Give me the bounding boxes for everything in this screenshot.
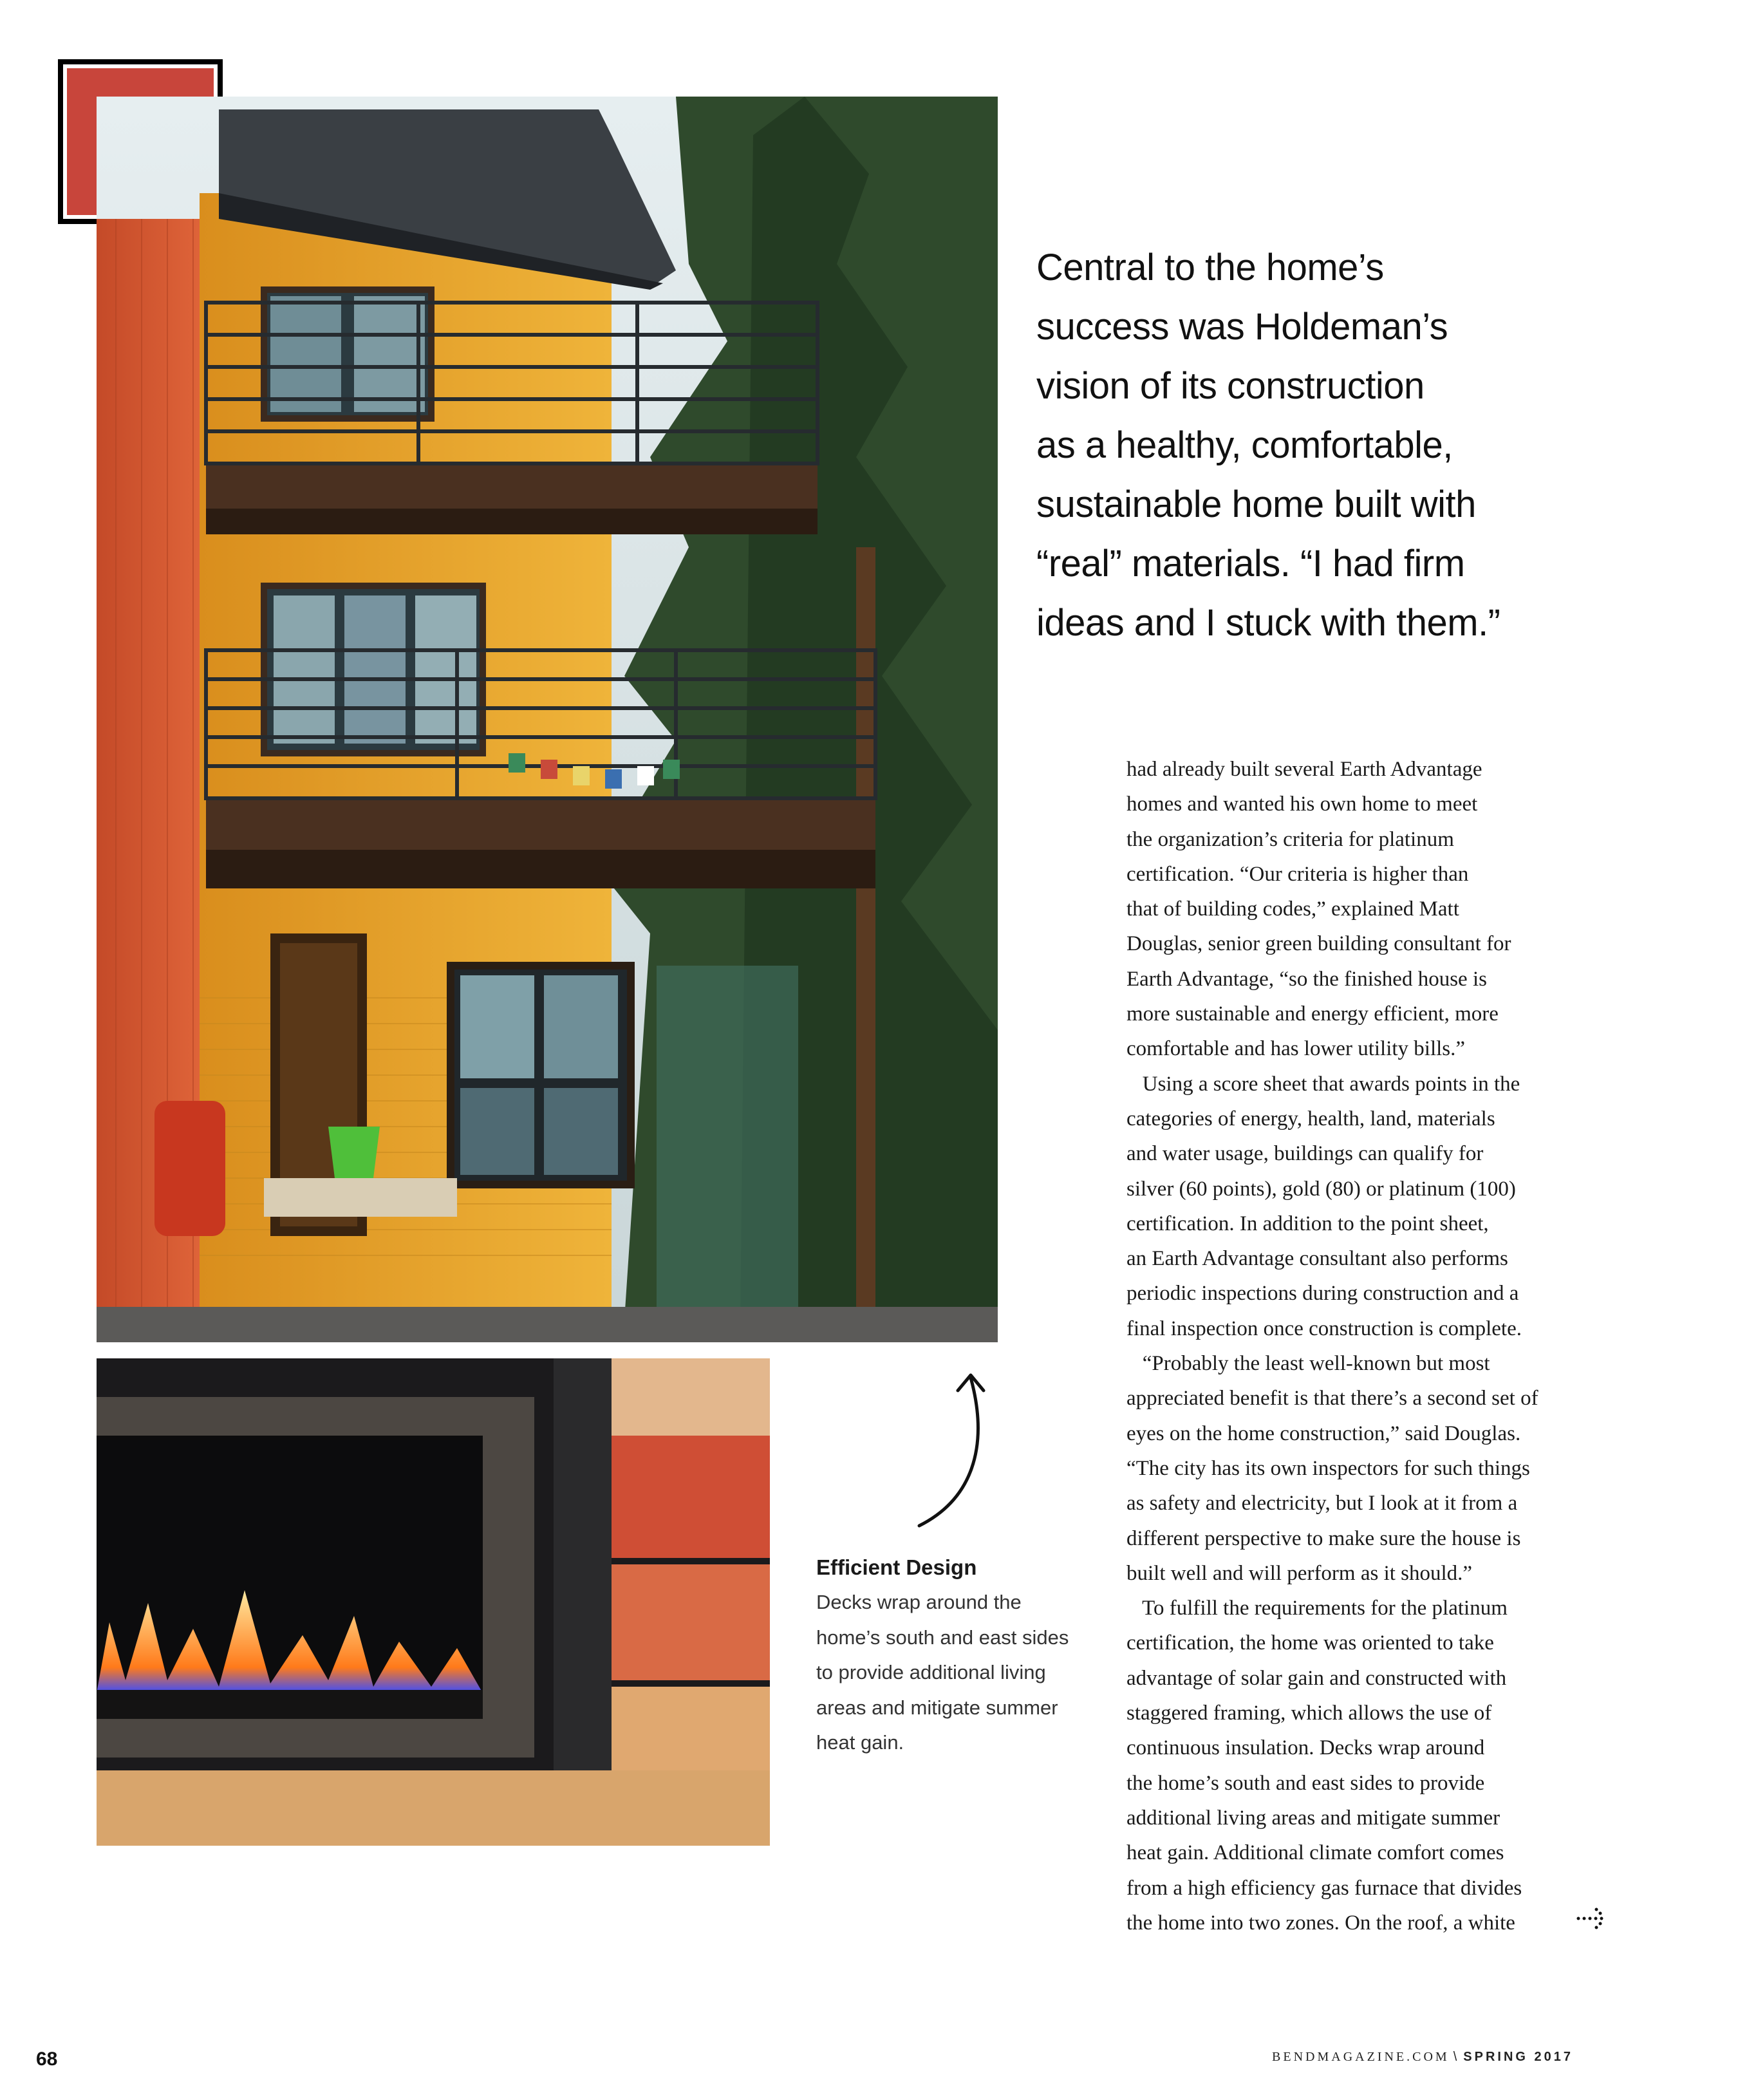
body-line: silver (60 points), gold (80) or platinum (100) — [1126, 1177, 1516, 1201]
body-line: additional living areas and mitigate summer — [1126, 1806, 1500, 1830]
body-line: homes and wanted his own home to meet — [1126, 792, 1478, 816]
pull-quote-line: “real” materials. “I had firm — [1036, 543, 1465, 585]
footer-issue: SPRING 2017 — [1463, 2050, 1573, 2064]
body-line: staggered framing, which allows the use of — [1126, 1702, 1492, 1725]
continue-arrow-icon — [1576, 1904, 1612, 1933]
body-line: To fulfill the requirements for the platinum — [1126, 1597, 1508, 1620]
fireplace-photo — [97, 1358, 770, 1846]
body-line: appreciated benefit is that there’s a second set of — [1126, 1387, 1538, 1411]
body-line: and water usage, buildings can qualify for — [1126, 1142, 1484, 1166]
body-line: built well and will perform as it should.” — [1126, 1561, 1473, 1585]
body-line: different perspective to make sure the house is — [1126, 1526, 1521, 1550]
body-line: had already built several Earth Advantage — [1126, 758, 1482, 781]
body-line: categories of energy, health, land, materials — [1126, 1107, 1495, 1130]
body-line: final inspection once construction is complete. — [1126, 1317, 1522, 1340]
body-line: the home’s south and east sides to provide — [1126, 1771, 1485, 1795]
house-exterior-photo — [97, 97, 998, 1342]
pull-quote-line: success was Holdeman’s — [1036, 306, 1448, 348]
pull-quote-line: sustainable home built with — [1036, 483, 1476, 525]
running-footer — [1159, 2050, 1573, 2065]
article-body — [1126, 752, 1590, 1940]
body-line: Earth Advantage, “so the finished house is — [1126, 967, 1487, 991]
body-line: Douglas, senior green building consultant for — [1126, 932, 1511, 956]
body-line: advantage of solar gain and constructed with — [1126, 1666, 1507, 1690]
fireplace-illustration — [97, 1358, 770, 1846]
body-line: comfortable and has lower utility bills.” — [1126, 1037, 1466, 1061]
caption-line: areas and mitigate summer — [816, 1696, 1058, 1719]
house-illustration — [97, 97, 998, 1342]
body-line: Using a score sheet that awards points in the — [1126, 1072, 1520, 1096]
pull-quote-line: Central to the home’s — [1036, 247, 1384, 288]
body-line: more sustainable and energy efficient, more — [1126, 1002, 1499, 1026]
body-line: certification. In addition to the point sheet, — [1126, 1212, 1489, 1235]
body-line: certification, the home was oriented to take — [1126, 1631, 1494, 1655]
curved-arrow-icon — [913, 1365, 996, 1532]
body-line: the organization’s criteria for platinum — [1126, 827, 1454, 851]
body-line: periodic inspections during construction and a — [1126, 1282, 1519, 1306]
caption-line: Decks wrap around the — [816, 1591, 1022, 1613]
caption-line: to provide additional living — [816, 1661, 1046, 1683]
body-line: continuous insulation. Decks wrap around — [1126, 1736, 1485, 1760]
body-line: heat gain. Additional climate comfort comes — [1126, 1841, 1504, 1865]
body-line: eyes on the home construction,” said Douglas. — [1126, 1421, 1521, 1445]
pull-quote-line: ideas and I stuck with them.” — [1036, 602, 1500, 644]
body-line: “Probably the least well-known but most — [1126, 1352, 1490, 1376]
pull-quote-line: vision of its construction — [1036, 365, 1425, 407]
footer-site: BENDMAGAZINE.COM — [1272, 2050, 1450, 2064]
caption-line: heat gain. — [816, 1731, 904, 1754]
body-line: an Earth Advantage consultant also performs — [1126, 1247, 1508, 1271]
body-line: the home into two zones. On the roof, a white — [1126, 1911, 1515, 1935]
body-line: that of building codes,” explained Matt — [1126, 897, 1459, 921]
page-number: 68 — [36, 2048, 58, 2070]
caption-line: home’s south and east sides — [816, 1626, 1069, 1649]
footer-separator: \ — [1453, 2050, 1460, 2064]
body-line: as safety and electricity, but I look at it from a — [1126, 1492, 1518, 1515]
pull-quote — [1036, 238, 1526, 653]
body-line: certification. “Our criteria is higher than — [1126, 862, 1469, 886]
body-line: from a high efficiency gas furnace that divides — [1126, 1876, 1522, 1900]
body-line: “The city has its own inspectors for such things — [1126, 1456, 1530, 1480]
pull-quote-line: as a healthy, comfortable, — [1036, 424, 1453, 466]
photo-caption — [816, 1550, 1087, 1761]
caption-title: Efficient Design — [816, 1555, 977, 1579]
